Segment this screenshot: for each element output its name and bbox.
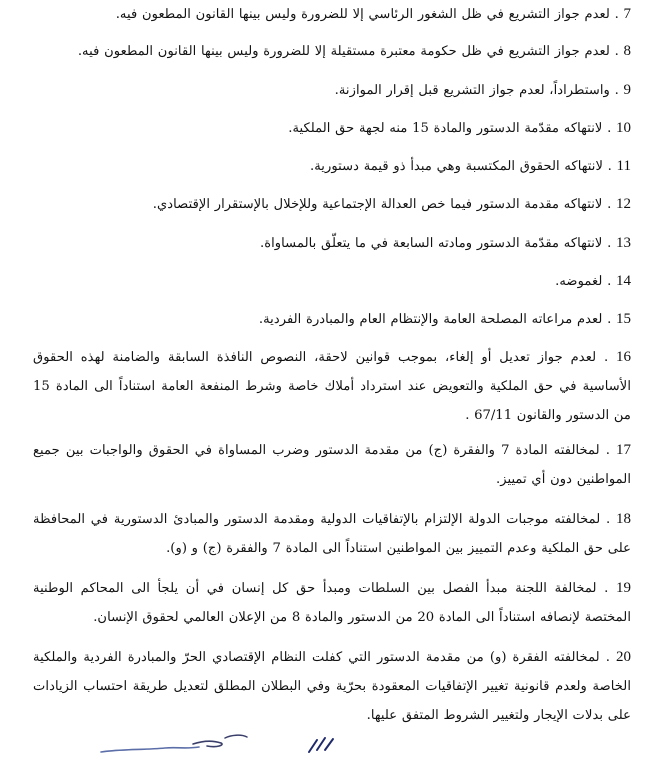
item-number: 13 — [616, 235, 631, 251]
item-text: . لعدم مراعاته المصلحة العامة والإنتظام العام والمبادرة الفردية. — [258, 312, 616, 327]
list-item-10 — [33, 114, 631, 143]
item-number: 14 — [616, 273, 631, 289]
item-text: . لعدم جواز التشريع في ظل الشغور الرئاسي إلا للضرورة وليس بينها القانون المطعون فيه. — [115, 7, 624, 22]
item-number: 7 — [623, 6, 631, 22]
item-number: 20 — [616, 649, 631, 665]
list-item-9 — [33, 76, 631, 105]
list-item-14 — [33, 267, 631, 296]
list-item-18 — [33, 505, 631, 563]
list-item-8 — [33, 37, 631, 66]
item-number: 16 — [616, 349, 631, 365]
list-item-15 — [33, 305, 631, 334]
list-item-7 — [33, 0, 631, 29]
list-item-12 — [33, 190, 631, 219]
item-number: 19 — [616, 580, 631, 596]
item-text: . واستطراداً، لعدم جواز التشريع قبل إقرار الموازنة. — [334, 83, 624, 98]
item-text: . لانتهاكه مقدمة الدستور فيما خص العدالة الإجتماعية وللإخلال بالإستقرار الإقتصادي. — [152, 197, 616, 212]
item-number: 18 — [616, 511, 631, 527]
item-text: . لانتهاكه مقدّمة الدستور ومادته السابعة في ما يتعلّق بالمساواة. — [260, 236, 616, 251]
item-number: 11 — [616, 158, 631, 174]
handwritten-signature — [95, 728, 355, 757]
item-text: . لمخالفته موجبات الدولة الإلتزام بالإتفاقيات الدولية ومقدمة الدستور والمبادئ الدستورية في المحافظة على حق الملكية وعدم التمييز بين المواطنين استناداً الى المادة 7 والفقرة (ج) و (و). — [33, 512, 631, 556]
list-item-17 — [33, 436, 631, 494]
item-text: . لانتهاكه مقدّمة الدستور والمادة 15 منه لجهة حق الملكية. — [288, 121, 616, 136]
item-number: 8 — [623, 43, 631, 59]
item-number: 9 — [623, 82, 631, 98]
item-number: 15 — [616, 311, 631, 327]
item-number: 10 — [616, 120, 631, 136]
item-number: 17 — [616, 442, 631, 458]
item-text: . لعدم جواز تعديل أو إلغاء، بموجب قوانين لاحقة، النصوص النافذة السابقة والضامنة لهذه الحقوق الأساسية في حق الملكية والتعويض عند استرداد أملاك خاصة وشرط المنفعة العامة استناداً الى المادة 15 من الدستور والقانون 67/11 . — [33, 350, 631, 423]
list-item-13 — [33, 229, 631, 258]
list-item-19 — [33, 574, 631, 632]
item-text: . لانتهاكه الحقوق المكتسبة وهي مبدأ ذو قيمة دستورية. — [310, 159, 617, 174]
item-text: . لغموضه. — [555, 274, 616, 289]
list-item-20 — [33, 643, 631, 730]
item-number: 12 — [616, 196, 631, 212]
item-text: . لعدم جواز التشريع في ظل حكومة معتبرة مستقيلة إلا للضرورة وليس بينها القانون المطعون فيه. — [77, 44, 624, 59]
item-text: . لمخالفته المادة 7 والفقرة (ج) من مقدمة الدستور وضرب المساواة في الحقوق والواجبات بين جميع المواطنين دون أي تمييز. — [33, 443, 631, 487]
item-text: . لمخالفة اللجنة مبدأ الفصل بين السلطات ومبدأ حق كل إنسان في أن يلجأ الى المحاكم الوطنية المختصة لإنصافه استناداً الى المادة 20 من الدستور والمادة 8 من الإعلان العالمي لحقوق الإنسان. — [33, 581, 631, 625]
item-text: . لمخالفته الفقرة (و) من مقدمة الدستور التي كفلت النظام الإقتصادي الحرّ والمبادرة الفردية والملكية الخاصة ولعدم قانونية تغيير الإتفاقيات المعقودة بحرّية وفي البطلان المطلق لتعديل طريقة احتساب الزيادات على بدلات الإيجار ولتغيير الشروط المتفق عليها. — [33, 650, 631, 723]
list-item-11 — [33, 152, 631, 181]
list-item-16 — [33, 343, 631, 430]
